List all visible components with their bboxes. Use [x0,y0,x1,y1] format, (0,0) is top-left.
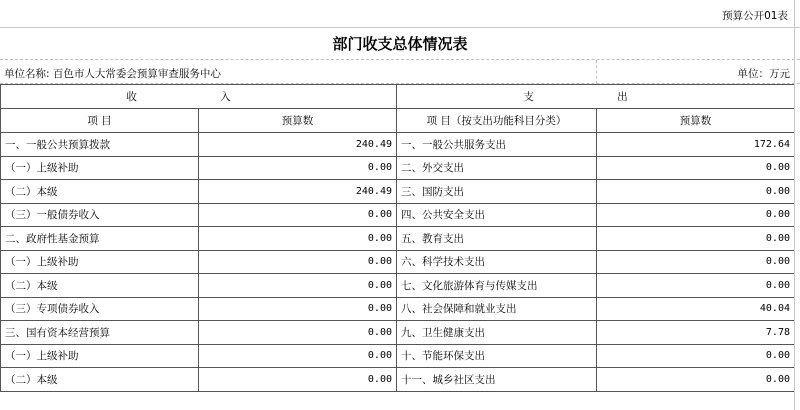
income-section-header: 收 入 [1,85,397,109]
income-budget-header: 预算数 [199,109,397,133]
income-value-cell: 0.00 [199,321,397,345]
income-value-cell: 0.00 [199,250,397,274]
expense-value-cell: 172.64 [597,133,795,157]
income-item-header: 项 目 [1,109,199,133]
table-row [1,156,795,180]
form-code: 预算公开01表 [722,10,788,22]
income-item-cell: 一、一般公共预算拨款 [1,133,199,157]
budget-table [0,84,795,392]
expense-item-cell: 四、公共安全支出 [397,203,597,227]
table-row [1,368,795,392]
income-value-cell: 0.00 [199,297,397,321]
table-body [1,133,795,392]
table-row [1,321,795,345]
income-item-cell: （二）本级 [1,368,199,392]
expense-item-cell: 十、节能环保支出 [397,344,597,368]
income-value-cell: 240.49 [199,133,397,157]
expense-item-cell: 九、卫生健康支出 [397,321,597,345]
income-value-cell: 240.49 [199,180,397,204]
page-title: 部门收支总体情况表 [0,28,800,60]
income-item-cell: 二、政府性基金预算 [1,227,199,251]
header-row-sections [1,85,795,109]
income-item-cell: （一）上级补助 [1,156,199,180]
income-value-cell: 0.00 [199,156,397,180]
income-item-cell: （一）上级补助 [1,344,199,368]
income-item-cell: 三、国有资本经营预算 [1,321,199,345]
table-row [1,133,795,157]
expense-item-cell: 七、文化旅游体育与传媒支出 [397,274,597,298]
expense-item-cell: 十一、城乡社区支出 [397,368,597,392]
org-name-label: 单位名称: 百色市人大常委会预算审查服务中心 [4,68,221,80]
expense-value-cell: 0.00 [597,344,795,368]
expense-item-cell: 六、科学技术支出 [397,250,597,274]
income-value-cell: 0.00 [199,203,397,227]
expense-item-header: 项 目（按支出功能科目分类） [397,109,597,133]
expense-item-cell: 二、外交支出 [397,156,597,180]
expense-section-header: 支 出 [397,85,795,109]
table-row [1,227,795,251]
income-value-cell: 0.00 [199,368,397,392]
table-row [1,344,795,368]
unit-row-divider [596,60,597,84]
income-item-cell: （一）上级补助 [1,250,199,274]
income-value-cell: 0.00 [199,227,397,251]
unit-label: 单位：万元 [737,68,790,80]
expense-value-cell: 0.00 [597,156,795,180]
income-item-cell: （三）一般债券收入 [1,203,199,227]
page-right-edge [794,0,800,410]
form-header-bar [0,0,800,28]
expense-item-cell: 五、教育支出 [397,227,597,251]
table-row [1,250,795,274]
expense-value-cell: 0.00 [597,180,795,204]
unit-info-row [0,60,800,84]
income-item-cell: （二）本级 [1,274,199,298]
table-row [1,203,795,227]
expense-value-cell: 0.00 [597,227,795,251]
income-item-cell: （三）专项债券收入 [1,297,199,321]
income-item-cell: （二）本级 [1,180,199,204]
expense-value-cell: 0.00 [597,203,795,227]
expense-value-cell: 7.78 [597,321,795,345]
expense-item-cell: 三、国防支出 [397,180,597,204]
table-row [1,180,795,204]
expense-value-cell: 40.04 [597,297,795,321]
income-value-cell: 0.00 [199,274,397,298]
expense-item-cell: 一、一般公共服务支出 [397,133,597,157]
table-row [1,274,795,298]
income-value-cell: 0.00 [199,344,397,368]
expense-item-cell: 八、社会保障和就业支出 [397,297,597,321]
expense-value-cell: 0.00 [597,368,795,392]
header-row-columns [1,109,795,133]
expense-value-cell: 0.00 [597,250,795,274]
table-row [1,297,795,321]
expense-budget-header: 预算数 [597,109,795,133]
expense-value-cell: 0.00 [597,274,795,298]
